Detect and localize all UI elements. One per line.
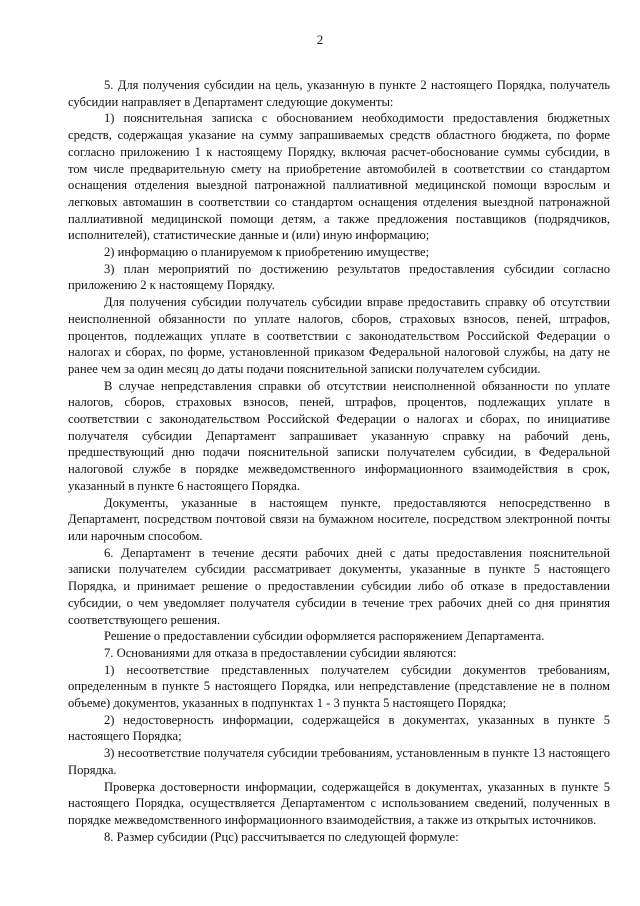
paragraph-7-item-1: 1) несоответствие представленных получателем субсидии документов требованиям, определенным в пункте 5 настоящего Порядка, или непредставление (представление не в полном объеме) документов, указанных в подпунктах 1 - 3 пункта 5 настоящего Порядка; [68, 662, 610, 711]
paragraph-5-item-3: 3) план мероприятий по достижению результатов предоставления субсидии согласно приложению 2 к настоящему Порядку. [68, 261, 610, 293]
paragraph-submission-methods: Документы, указанные в настоящем пункте, предоставляются непосредственно в Департамент, посредством почтовой связи на бумажном носителе, посредством электронной почты или нарочным способом. [68, 495, 610, 543]
paragraph-8-formula-intro: 8. Размер субсидии (Рцс) рассчитывается по следующей формуле: [104, 829, 459, 844]
document-body [68, 77, 610, 845]
paragraph-5-item-1: 1) пояснительная записка с обоснованием необходимости предоставления бюджетных средств, содержащая указание на сумму запрашиваемых средств областного бюджета, по форме согласно приложению 1 к настоящему Порядку, включая расчет-обоснование суммы субсидии, в том числе предварительную смету на приобретение автомобилей в соответствии со стандартом оснащения отделения выездной патронажной паллиативной медицинской помощи взрослым и легковых автомашин в соответствии со стандартом оснащения отделения выездной патронажной паллиативной медицинской помощи детям, а также предложения поставщиков (подрядчиков, исполнителей), статистические данные и (или) иную информацию; [68, 111, 610, 243]
paragraph-tax-certificate: Для получения субсидии получатель субсидии вправе предоставить справку об отсутствии неисполненной обязанности по уплате налогов, сборов, страховых взносов, пеней, штрафов, процентов, подлежащих уплате в соответствии с законодательством Российской Федерации о налогах и сборах, по форме, установленной приказом Федеральной налоговой службы, на дату не ранее чем за один месяц до даты подачи пояснительной записки получателем субсидии. [68, 295, 610, 376]
paragraph-5-item-2: 2) информацию о планируемом к приобретению имуществе; [104, 245, 430, 260]
paragraph-certificate-request: В случае непредставления справки об отсутствии неисполненной обязанности по уплате налогов, сборов, страховых взносов, пеней, штрафов, процентов, подлежащих уплате в соответствии с законодательством Российской Федерации о налогах и сборах, по инициативе получателя субсидии Департамент запрашивает указанную справку на рабочий день, предшествующий дню подачи пояснительной записки получателем субсидии, в Федеральной налоговой службе в порядке межведомственного информационного взаимодействия в срок, указанный в пункте 6 настоящего Порядка. [68, 378, 610, 493]
paragraph-verification: Проверка достоверности информации, содержащейся в документах, указанных в пункте 5 настоящего Порядка, осуществляется Департаментом с использованием сведений, полученных в порядке межведомственного информационного взаимодействия, а также из открытых источников. [68, 779, 610, 827]
paragraph-7-item-3: 3) несоответствие получателя субсидии требованиям, установленным в пункте 13 настоящего Порядка. [68, 746, 610, 777]
page-number: 2 [316, 32, 324, 47]
paragraph-decision: Решение о предоставлении субсидии оформляется распоряжением Департамента. [104, 629, 545, 644]
paragraph-7-intro: 7. Основаниями для отказа в предоставлении субсидии являются: [104, 645, 457, 660]
paragraph-5-intro: 5. Для получения субсидии на цель, указанную в пункте 2 настоящего Порядка, получатель субсидии направляет в Департамент следующие документы: [68, 78, 610, 109]
paragraph-6: 6. Департамент в течение десяти рабочих дней с даты предоставления пояснительной записки получателем субсидии рассматривает документы, указанные в пункте 5 настоящего Порядка, и принимает решение о предоставлении субсидии либо об отказе в предоставлении субсидии, о чем уведомляет получателя субсидии в течение трех рабочих дней со дня принятия соответствующего решения. [68, 545, 610, 627]
paragraph-7-item-2: 2) недостоверность информации, содержащейся в документах, указанных в пункте 5 настоящего Порядка; [68, 712, 610, 744]
